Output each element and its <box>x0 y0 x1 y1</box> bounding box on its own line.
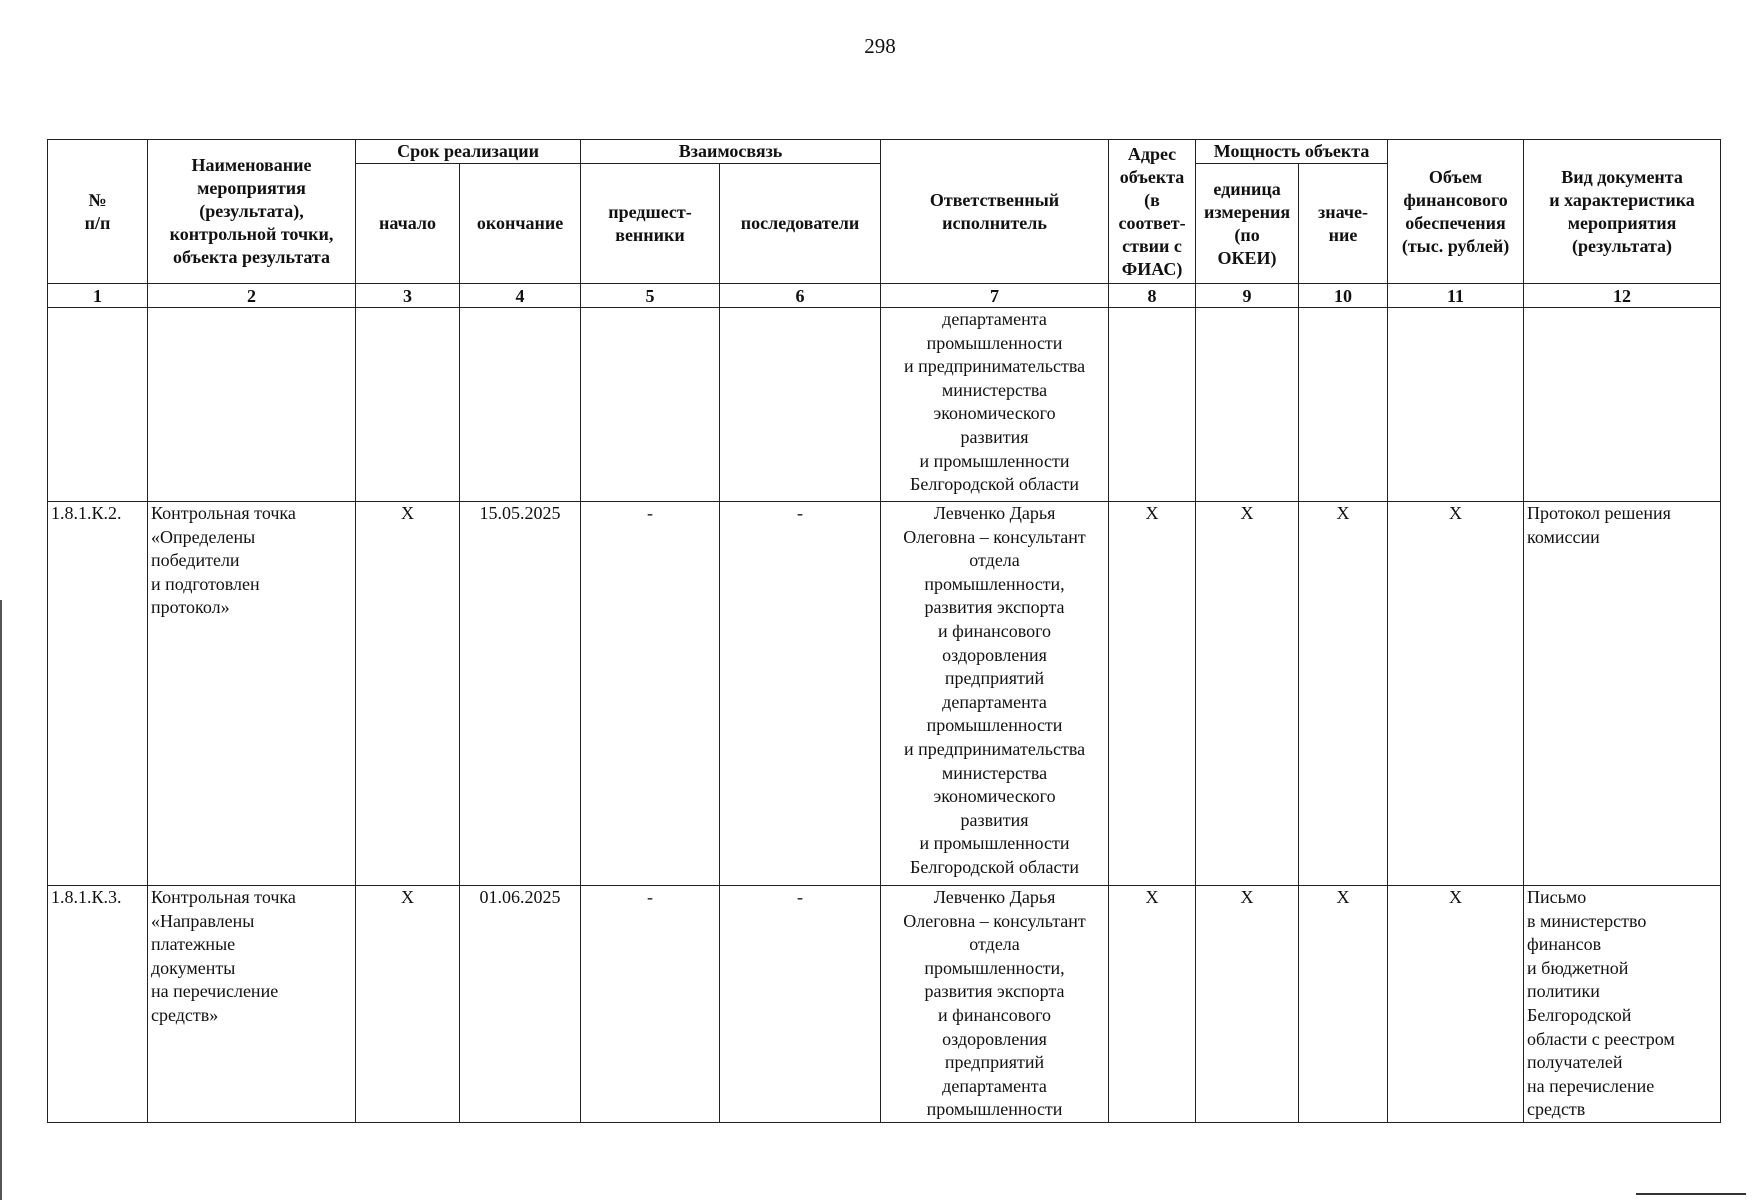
cell-num: 1.8.1.К.3. <box>48 886 148 1123</box>
column-number: 8 <box>1109 284 1196 308</box>
cell-name: Контрольная точка «Определены победители и подготовлен протокол» <box>148 502 356 886</box>
cell-value: X <box>1299 502 1388 886</box>
header-capacity-group: Мощность объекта <box>1196 140 1388 164</box>
cell-address: X <box>1109 502 1196 886</box>
page-number: 298 <box>864 34 896 58</box>
cell-predecessors: - <box>581 502 720 886</box>
cell-document: Письмо в министерство финансов и бюджетной политики Белгородской области с реестром получателей на перечисление средств <box>1524 886 1721 1123</box>
cell-end: 15.05.2025 <box>460 502 581 886</box>
cell-finance: X <box>1388 886 1524 1123</box>
header-finance: Объем финансового обеспечения (тыс. рублей) <box>1388 140 1524 284</box>
cell-empty <box>48 308 148 502</box>
cell-empty <box>1109 308 1196 502</box>
column-number: 5 <box>581 284 720 308</box>
cell-successors: - <box>720 886 881 1123</box>
cell-value: X <box>1299 886 1388 1123</box>
cell-empty <box>460 308 581 502</box>
table-row <box>48 886 1721 1123</box>
header-unit: единица измерения (по ОКЕИ) <box>1196 164 1299 284</box>
header-start: начало <box>356 164 460 284</box>
header-num: № п/п <box>48 140 148 284</box>
table-row-continuation <box>48 308 1721 502</box>
column-number: 7 <box>881 284 1109 308</box>
column-number: 2 <box>148 284 356 308</box>
cell-empty <box>1299 308 1388 502</box>
column-number: 11 <box>1388 284 1524 308</box>
cell-name: Контрольная точка «Направлены платежные документы на перечисление средств» <box>148 886 356 1123</box>
cell-address: X <box>1109 886 1196 1123</box>
cell-responsible: департамента промышленности и предпринимательства министерства экономического развития и промышленности Белгородской области <box>881 308 1109 502</box>
column-number-row <box>48 284 1721 308</box>
header-term-group: Срок реализации <box>356 140 581 164</box>
header-link-group: Взаимосвязь <box>581 140 881 164</box>
header-row-top <box>48 140 1721 164</box>
cell-responsible: Левченко Дарья Олеговна – консультант отдела промышленности, развития экспорта и финансового оздоровления предприятий департамента промышленности и предпринимательства министерства экономического развития и промышленности Белгородской области <box>881 502 1109 886</box>
cell-empty <box>720 308 881 502</box>
header-predecessors: предшест- венники <box>581 164 720 284</box>
cell-responsible: Левченко Дарья Олеговна – консультант отдела промышленности, развития экспорта и финансового оздоровления предприятий департамента промышленности <box>881 886 1109 1123</box>
column-number: 3 <box>356 284 460 308</box>
cell-start: X <box>356 502 460 886</box>
header-address: Адрес объекта (в соответ- ствии с ФИАС) <box>1109 140 1196 284</box>
table-row <box>48 502 1721 886</box>
cell-empty <box>581 308 720 502</box>
cell-unit: X <box>1196 886 1299 1123</box>
cell-predecessors: - <box>581 886 720 1123</box>
column-number: 4 <box>460 284 581 308</box>
column-number: 6 <box>720 284 881 308</box>
column-number: 10 <box>1299 284 1388 308</box>
cell-unit: X <box>1196 502 1299 886</box>
cell-document: Протокол решения комиссии <box>1524 502 1721 886</box>
header-name: Наименование мероприятия (результата), контрольной точки, объекта результата <box>148 140 356 284</box>
cell-num: 1.8.1.К.2. <box>48 502 148 886</box>
scan-artifact-edge <box>0 600 2 1200</box>
header-successors: последователи <box>720 164 881 284</box>
cell-finance: X <box>1388 502 1524 886</box>
cell-empty <box>1196 308 1299 502</box>
cell-start: X <box>356 886 460 1123</box>
cell-empty <box>148 308 356 502</box>
cell-empty <box>356 308 460 502</box>
cell-end: 01.06.2025 <box>460 886 581 1123</box>
column-number: 12 <box>1524 284 1721 308</box>
cell-successors: - <box>720 502 881 886</box>
scan-artifact-line <box>1636 1193 1746 1195</box>
plan-table <box>47 139 1721 1123</box>
cell-empty <box>1524 308 1721 502</box>
header-value: значе- ние <box>1299 164 1388 284</box>
header-end: окончание <box>460 164 581 284</box>
header-document: Вид документа и характеристика мероприятия (результата) <box>1524 140 1721 284</box>
header-responsible: Ответственный исполнитель <box>881 140 1109 284</box>
column-number: 9 <box>1196 284 1299 308</box>
column-number: 1 <box>48 284 148 308</box>
cell-empty <box>1388 308 1524 502</box>
